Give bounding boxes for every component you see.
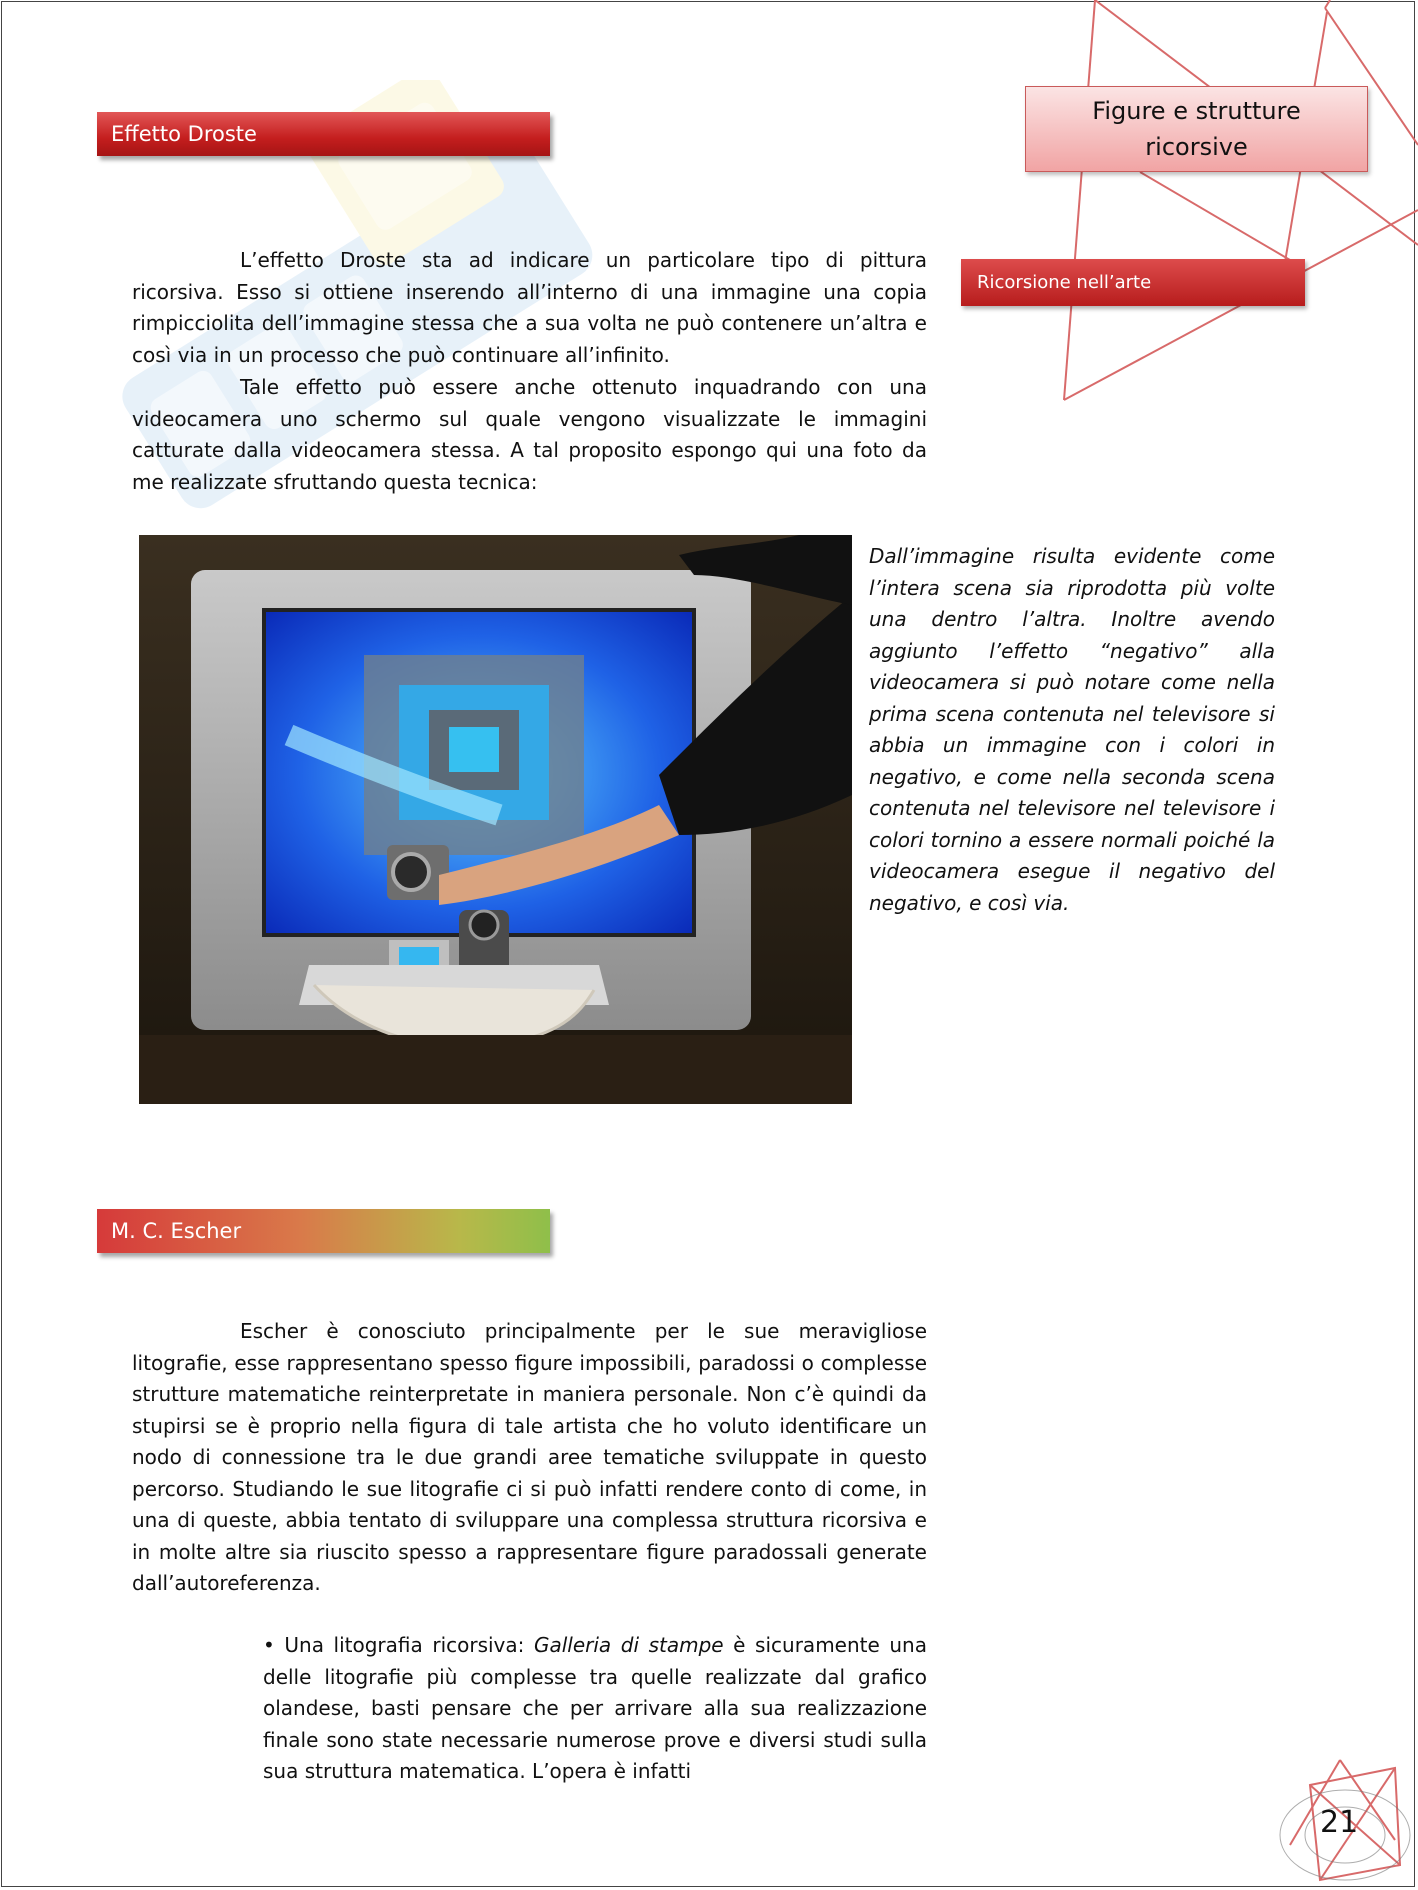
chapter-subtitle-bar <box>961 259 1305 306</box>
droste-paragraph-1: L’effetto Droste sta ad indicare un particolare tipo di pittura ricorsiva. Esso si ottiene inserendo all’interno di una immagine una copia rimpicciolita dell’immagine stessa che a sua volta ne può contenere un’altra e così via in un processo che può continuare all’infinito. <box>132 248 927 367</box>
artwork-title: Galleria di stampe <box>533 1633 724 1657</box>
escher-paragraph: Escher è conosciuto principalmente per le sue meravigliose litografie, esse rappresentano spesso figure impossibili, paradossi o complesse strutture matematiche reinterpretate in maniera personale. Non c’è quindi da stupirsi se è proprio nella figura di tale artista che ho voluto identificare un nodo di connessione tra le due grandi aree tematiche sviluppate in questo percorso. Studiando le sue litografie ci si può infatti rendere conto di come, in una di queste, abbia tentato di sviluppare una complessa struttura ricorsiva e in molte altre sia riuscito spesso a rappresentare figure paradossali generate dall’autoreferenza. <box>132 1319 927 1595</box>
section-heading-escher <box>97 1209 550 1253</box>
section-heading-droste <box>97 112 550 156</box>
section-heading-escher-label: M. C. Escher <box>111 1219 242 1243</box>
escher-bullet-item <box>263 1630 927 1788</box>
document-header-box <box>1025 86 1368 172</box>
bullet-lead: Una litografia ricorsiva: <box>284 1633 534 1657</box>
chapter-subtitle: Ricorsione nell’arte <box>977 272 1152 293</box>
droste-paragraph-2: Tale effetto può essere anche ottenuto inquadrando con una videocamera uno schermo sul quale vengono visualizzate le immagini catturate dalla videocamera stessa. A tal proposito espongo qui una foto da me realizzate sfruttando questa tecnica: <box>132 375 927 494</box>
bullet-marker: • <box>263 1633 275 1657</box>
photo-caption: Dall’immagine risulta evidente come l’intera scena sia riprodotta più volte una dentro l’altra. Inoltre avendo aggiunto l’effetto “negativo” alla videocamera si può notare come nella prima scena contenuta nel televisore si abbia un immagine con i colori in negativo, e come nella seconda scena contenuta nel televisore nel televisore i colori tornino a essere normali poiché la videocamera esegue il negativo del negativo, e così via. <box>869 544 1275 915</box>
page-number: 21 <box>1320 1805 1359 1840</box>
bullet-text: è sicuramente una delle litografie più complesse tra quelle realizzate dal grafico olandese, basti pensare che per arrivare alla sua realizzazione finale sono state necessarie numerose prove e diversi studi sulla sua struttura matematica. L’opera è infatti <box>263 1633 927 1783</box>
document-header-title: Figure e strutture ricorsive <box>1092 97 1301 161</box>
section-heading-droste-label: Effetto Droste <box>111 122 257 146</box>
droste-photo <box>139 535 852 1104</box>
